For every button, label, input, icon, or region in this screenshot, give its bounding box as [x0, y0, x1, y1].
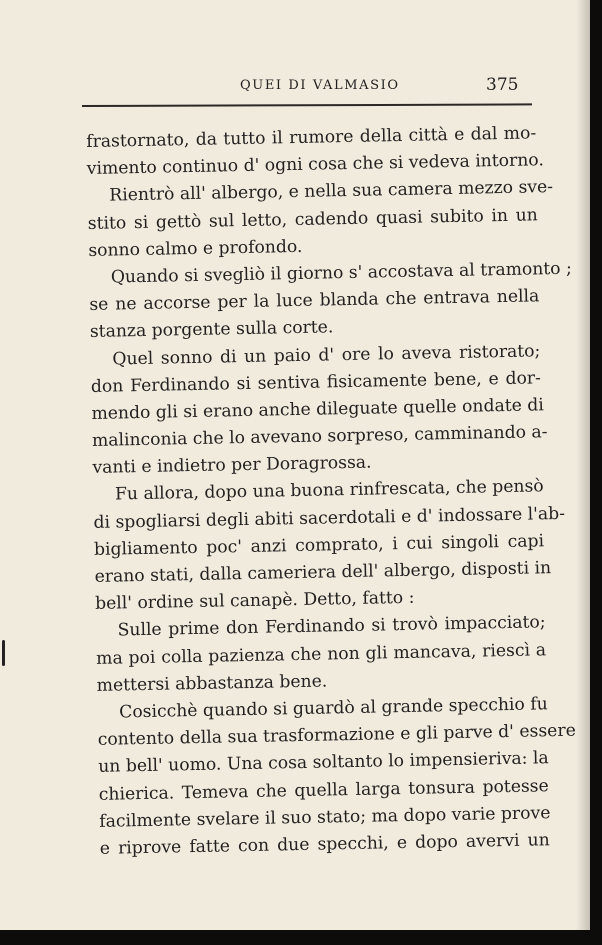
- page-number: 375: [486, 75, 519, 95]
- text-line: Quel sonno di un paio d' ore lo aveva ristorato;: [112, 340, 541, 370]
- running-title: QUEI DI VALMASIO: [240, 78, 400, 93]
- text-line: stanza porgente sulla corte.: [89, 317, 334, 343]
- text-line: Rientrò all' albergo, e nella sua camera mezzo sve-: [109, 177, 554, 206]
- text-line: Sulle prime don Ferdinando si trovò impacciato;: [117, 612, 546, 641]
- text-line: mettersi abbastanza bene.: [96, 671, 328, 696]
- text-line: malinconia che lo avevano sorpreso, camminando a-: [91, 422, 548, 452]
- margin-mark: [2, 640, 5, 666]
- text-line: un bell' uomo. Una cosa soltanto lo impensieriva: la: [98, 748, 549, 778]
- text-line: bell' ordine sul canapè. Detto, fatto :: [94, 587, 415, 615]
- text-line: sonno calmo e profondo.: [88, 236, 303, 261]
- text-line: chierica. Temeva che quella larga tonsura potesse: [98, 775, 549, 805]
- text-line: Fu allora, dopo una buona rinfrescata, che pensò: [114, 476, 544, 505]
- text-line: e riprove fatte con due specchi, e dopo avervi un: [99, 830, 550, 859]
- page-edge-shadow: [576, 0, 590, 930]
- text-line: facilmente svelare il suo stato; ma dopo varie prove: [99, 802, 551, 832]
- text-line: erano stati, dalla cameriera dell' albergo, disposti in: [94, 558, 552, 587]
- header-rule: [82, 103, 532, 106]
- text-line: frastornato, da tutto il rumore della città e dal mo-: [86, 123, 537, 152]
- text-line: bigliamento poc' anzi comprato, i cui singoli capi: [93, 531, 545, 560]
- text-line: stito si gettò sul letto, cadendo quasi subito in un: [87, 204, 538, 234]
- body-text: [86, 120, 576, 863]
- text-line: ma poi colla pazienza che non gli mancava, riescì a: [95, 639, 547, 669]
- text-line: di spogliarsi degli abiti sacerdotali e d' indossare l'ab-: [93, 503, 566, 533]
- text-line: se ne accorse per la luce blanda che entrava nella: [89, 286, 540, 316]
- text-line: vimento continuo d' ogni cosa che si vedeva intorno.: [86, 150, 545, 180]
- text-line: Quando si svegliò il giorno s' accostava al tramonto ;: [110, 258, 573, 288]
- text-line: Cosicchè quando si guardò al grande specchio fu: [119, 694, 548, 723]
- text-line: mendo gli si erano anche dileguate quelle ondate di: [91, 395, 544, 424]
- text-line: vanti e indietro per Doragrossa.: [92, 452, 372, 479]
- text-line: don Ferdinando si sentiva fisicamente bene, e dor-: [90, 368, 542, 397]
- text-line: contento della sua trasformazione e gli parve d' essere: [97, 720, 576, 751]
